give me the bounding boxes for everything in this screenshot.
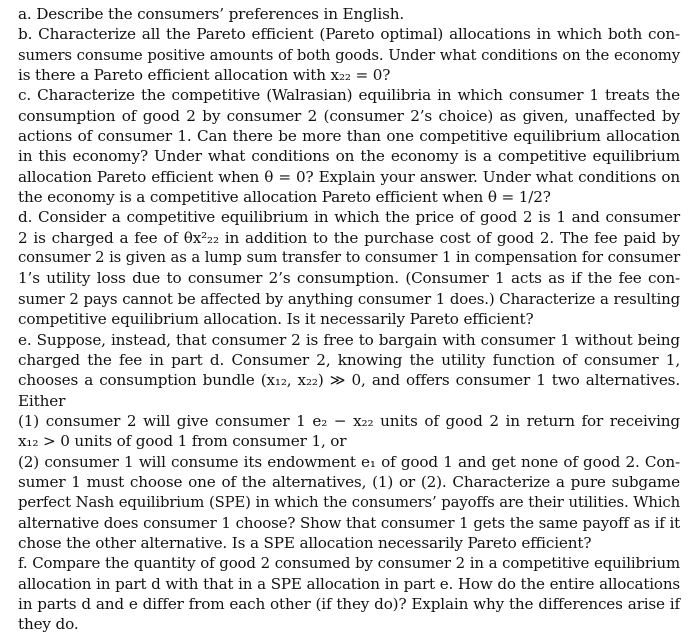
text-line: in parts d and e differ from each other (if they do)? Explain why the differences arise if [18,594,680,613]
text-line: competitive equilibrium allocation. Is it necessarily Pareto efficient? [18,310,534,329]
text-line: they do. [18,615,79,634]
text-line: Either [18,391,66,410]
text-line: actions of consumer 1. Can there be more than one competitive equilibrium allocation [18,127,680,146]
text-line: is there a Pareto efficient allocation with x₂₂ = 0? [18,66,391,85]
text-line: sumer 1 must choose one of the alternatives, (1) or (2). Characterize a pure subgame [18,472,680,491]
text-line: allocation in part d with that in a SPE allocation in part e. How do the entire allocations [18,574,680,593]
text-line: (1) consumer 2 will give consumer 1 e₂ − x₂₂ units of good 2 in return for receiving [18,411,680,430]
text-line: b. Characterize all the Pareto efficient (Pareto optimal) allocations in which both con- [18,25,680,44]
text-line: (2) consumer 1 will consume its endowment e₁ of good 1 and get none of good 2. Con- [18,452,680,471]
text-line: in this economy? Under what conditions on the economy is a competitive equilibrium [18,147,680,166]
text-line: 1’s utility loss due to consumer 2’s consumption. (Consumer 1 acts as if the fee con- [18,269,680,288]
text-line: allocation Pareto efficient when θ = 0? Explain your answer. Under what conditions on [18,167,680,186]
text-line: chose the other alternative. Is a SPE allocation necessarily Pareto efficient? [18,533,592,552]
text-line: sumer 2 pays cannot be affected by anything consumer 1 does.) Characterize a resulting [18,289,680,308]
text-line: consumption of good 2 by consumer 2 (consumer 2’s choice) as given, unaffected by [18,106,680,125]
text-line: charged the fee in part d. Consumer 2, knowing the utility function of consumer 1, [18,350,680,369]
text-line: f. Compare the quantity of good 2 consumed by consumer 2 in a competitive equilibrium [18,554,680,573]
problem-text [18,4,680,635]
text-line: alternative does consumer 1 choose? Show that consumer 1 gets the same payoff as if it [18,513,680,532]
text-line: chooses a consumption bundle (x₁₂, x₂₂) ≫ 0, and offers consumer 1 two alternatives. [18,371,680,390]
text-line: e. Suppose, instead, that consumer 2 is free to bargain with consumer 1 without being [18,330,680,349]
text-line: d. Consider a competitive equilibrium in which the price of good 2 is 1 and consumer [18,208,680,227]
text-line: 2 is charged a fee of θx²₂₂ in addition to the purchase cost of good 2. The fee paid by [18,228,680,247]
text-line: consumer 2 is given as a lump sum transfer to consumer 1 in compensation for consumer [18,249,680,267]
text-line: perfect Nash equilibrium (SPE) in which the consumers’ payoffs are their utilities. Which [18,493,680,512]
text-line: a. Describe the consumers’ preferences in English. [18,5,405,23]
text-line: x₁₂ > 0 units of good 1 from consumer 1, or [18,432,347,451]
text-line: the economy is a competitive allocation Pareto efficient when θ = 1/2? [18,188,551,207]
text-line: sumers consume positive amounts of both goods. Under what conditions on the economy [18,45,680,64]
text-line: c. Characterize the competitive (Walrasian) equilibria in which consumer 1 treats the [18,86,680,105]
